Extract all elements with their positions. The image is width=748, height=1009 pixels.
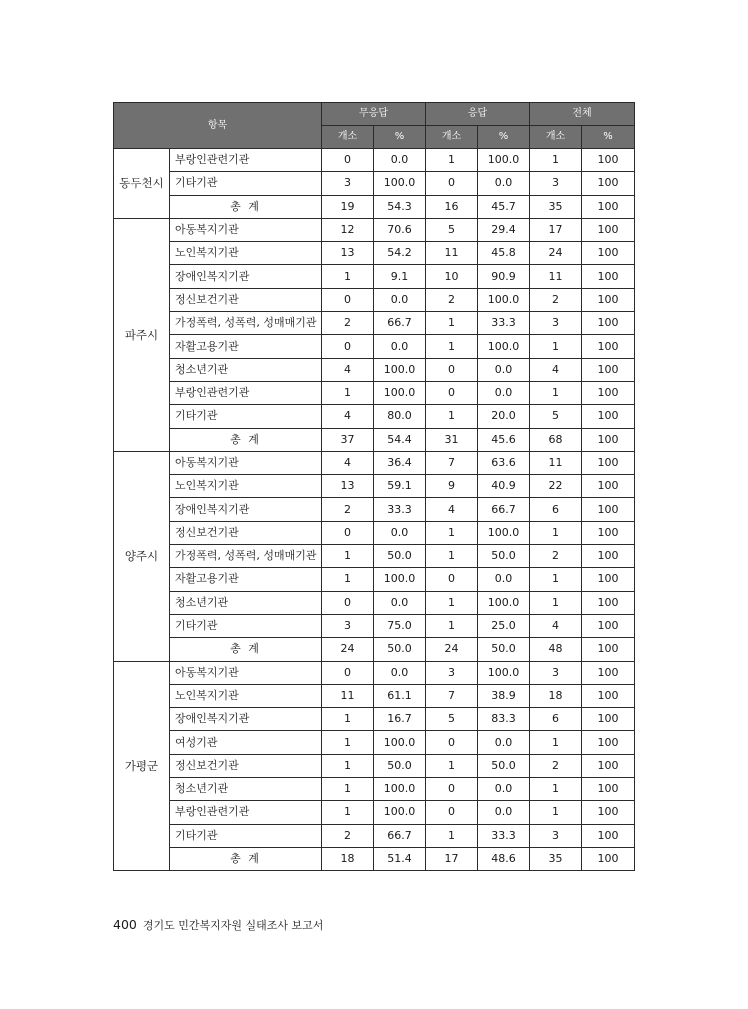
no-response-count-cell: 0 (322, 335, 374, 358)
no-response-count-cell: 1 (322, 801, 374, 824)
table-body (114, 149, 635, 871)
response-count-cell: 1 (426, 591, 478, 614)
category-label: 아동복지기관 (170, 451, 322, 474)
report-title: 경기도 민간복지자원 실태조사 보고서 (142, 919, 324, 932)
total-percent-cell: 100 (582, 731, 635, 754)
total-percent-cell: 100 (582, 265, 635, 288)
total-percent-cell: 100 (582, 568, 635, 591)
no-response-count-cell: 0 (322, 591, 374, 614)
response-percent-cell: 50.0 (478, 638, 530, 661)
total-percent-cell: 100 (582, 288, 635, 311)
table-row (114, 801, 635, 824)
total-percent-cell: 100 (582, 405, 635, 428)
total-percent-cell: 100 (582, 451, 635, 474)
response-percent-cell: 20.0 (478, 405, 530, 428)
category-label: 자활고용기관 (170, 568, 322, 591)
no-response-count-cell: 0 (322, 521, 374, 544)
no-response-percent-cell: 33.3 (374, 498, 426, 521)
total-count-cell: 6 (530, 498, 582, 521)
total-percent-cell: 100 (582, 638, 635, 661)
header-sub-count: 개소 (322, 126, 374, 149)
category-label: 노인복지기관 (170, 475, 322, 498)
total-count-cell: 22 (530, 475, 582, 498)
table-row (114, 475, 635, 498)
no-response-percent-cell: 16.7 (374, 708, 426, 731)
total-percent-cell: 100 (582, 754, 635, 777)
no-response-percent-cell: 0.0 (374, 288, 426, 311)
no-response-count-cell: 13 (322, 475, 374, 498)
no-response-count-cell: 24 (322, 638, 374, 661)
response-count-cell: 5 (426, 708, 478, 731)
header-group-response: 응답 (426, 103, 530, 126)
response-count-cell: 1 (426, 824, 478, 847)
no-response-count-cell: 2 (322, 498, 374, 521)
no-response-count-cell: 12 (322, 218, 374, 241)
category-label: 기타기관 (170, 614, 322, 637)
total-count-cell: 3 (530, 312, 582, 335)
response-count-cell: 3 (426, 661, 478, 684)
no-response-percent-cell: 0.0 (374, 591, 426, 614)
total-row (114, 195, 635, 218)
no-response-count-cell: 2 (322, 312, 374, 335)
total-count-cell: 24 (530, 242, 582, 265)
response-percent-cell: 100.0 (478, 288, 530, 311)
total-count-cell: 1 (530, 778, 582, 801)
category-label: 장애인복지기관 (170, 498, 322, 521)
category-label: 부랑인관련기관 (170, 149, 322, 172)
no-response-count-cell: 1 (322, 708, 374, 731)
total-percent-cell: 100 (582, 149, 635, 172)
table-row (114, 312, 635, 335)
region-name: 양주시 (114, 451, 170, 661)
total-row (114, 847, 635, 870)
no-response-percent-cell: 36.4 (374, 451, 426, 474)
no-response-count-cell: 4 (322, 405, 374, 428)
no-response-percent-cell: 54.4 (374, 428, 426, 451)
category-label: 청소년기관 (170, 358, 322, 381)
response-percent-cell: 48.6 (478, 847, 530, 870)
table-row (114, 218, 635, 241)
response-count-cell: 0 (426, 731, 478, 754)
category-label: 가정폭력, 성폭력, 성매매기관 (170, 545, 322, 568)
total-percent-cell: 100 (582, 801, 635, 824)
total-count-cell: 6 (530, 708, 582, 731)
header-group-no-response: 무응답 (322, 103, 426, 126)
response-count-cell: 0 (426, 801, 478, 824)
response-count-cell: 0 (426, 778, 478, 801)
total-label: 총 계 (170, 638, 322, 661)
no-response-count-cell: 3 (322, 614, 374, 637)
total-percent-cell: 100 (582, 218, 635, 241)
response-percent-cell: 40.9 (478, 475, 530, 498)
table-row (114, 684, 635, 707)
category-label: 기타기관 (170, 824, 322, 847)
table-row (114, 498, 635, 521)
table-row (114, 708, 635, 731)
response-percent-cell: 0.0 (478, 381, 530, 404)
total-count-cell: 3 (530, 661, 582, 684)
total-percent-cell: 100 (582, 847, 635, 870)
category-label: 부랑인관련기관 (170, 801, 322, 824)
total-count-cell: 5 (530, 405, 582, 428)
table-row (114, 778, 635, 801)
response-percent-cell: 100.0 (478, 335, 530, 358)
no-response-percent-cell: 66.7 (374, 312, 426, 335)
table-row (114, 591, 635, 614)
table-row (114, 754, 635, 777)
category-label: 장애인복지기관 (170, 265, 322, 288)
region-name: 가평군 (114, 661, 170, 871)
table-row (114, 661, 635, 684)
category-label: 부랑인관련기관 (170, 381, 322, 404)
table-row (114, 731, 635, 754)
response-percent-cell: 50.0 (478, 545, 530, 568)
response-percent-cell: 100.0 (478, 149, 530, 172)
table-header (114, 103, 635, 149)
table-row (114, 381, 635, 404)
no-response-count-cell: 4 (322, 451, 374, 474)
no-response-count-cell: 1 (322, 265, 374, 288)
header-sub-percent: % (374, 126, 426, 149)
total-percent-cell: 100 (582, 312, 635, 335)
total-count-cell: 35 (530, 195, 582, 218)
total-percent-cell: 100 (582, 498, 635, 521)
page-number: 400 (113, 917, 137, 932)
data-table (113, 102, 635, 871)
response-count-cell: 4 (426, 498, 478, 521)
total-percent-cell: 100 (582, 242, 635, 265)
total-count-cell: 3 (530, 824, 582, 847)
response-count-cell: 0 (426, 358, 478, 381)
table-row (114, 405, 635, 428)
category-label: 장애인복지기관 (170, 708, 322, 731)
total-count-cell: 1 (530, 381, 582, 404)
category-label: 노인복지기관 (170, 242, 322, 265)
total-percent-cell: 100 (582, 545, 635, 568)
no-response-count-cell: 0 (322, 661, 374, 684)
total-count-cell: 1 (530, 731, 582, 754)
no-response-count-cell: 1 (322, 381, 374, 404)
total-percent-cell: 100 (582, 614, 635, 637)
total-count-cell: 35 (530, 847, 582, 870)
no-response-count-cell: 18 (322, 847, 374, 870)
total-count-cell: 11 (530, 265, 582, 288)
total-percent-cell: 100 (582, 778, 635, 801)
response-count-cell: 1 (426, 754, 478, 777)
no-response-count-cell: 4 (322, 358, 374, 381)
response-percent-cell: 29.4 (478, 218, 530, 241)
no-response-percent-cell: 75.0 (374, 614, 426, 637)
total-count-cell: 1 (530, 149, 582, 172)
response-count-cell: 24 (426, 638, 478, 661)
no-response-percent-cell: 100.0 (374, 381, 426, 404)
no-response-percent-cell: 100.0 (374, 172, 426, 195)
response-count-cell: 0 (426, 568, 478, 591)
total-count-cell: 18 (530, 684, 582, 707)
no-response-count-cell: 1 (322, 778, 374, 801)
total-percent-cell: 100 (582, 172, 635, 195)
no-response-count-cell: 1 (322, 731, 374, 754)
response-count-cell: 11 (426, 242, 478, 265)
response-count-cell: 5 (426, 218, 478, 241)
no-response-percent-cell: 50.0 (374, 545, 426, 568)
response-count-cell: 7 (426, 684, 478, 707)
category-label: 정신보건기관 (170, 288, 322, 311)
header-sub-count: 개소 (530, 126, 582, 149)
response-count-cell: 1 (426, 545, 478, 568)
total-count-cell: 1 (530, 335, 582, 358)
table-row (114, 545, 635, 568)
total-percent-cell: 100 (582, 475, 635, 498)
response-count-cell: 16 (426, 195, 478, 218)
category-label: 기타기관 (170, 172, 322, 195)
header-sub-percent: % (478, 126, 530, 149)
total-count-cell: 2 (530, 754, 582, 777)
total-percent-cell: 100 (582, 195, 635, 218)
category-label: 여성기관 (170, 731, 322, 754)
response-percent-cell: 50.0 (478, 754, 530, 777)
table-row (114, 824, 635, 847)
total-count-cell: 3 (530, 172, 582, 195)
table-row (114, 242, 635, 265)
response-percent-cell: 45.6 (478, 428, 530, 451)
response-percent-cell: 0.0 (478, 731, 530, 754)
no-response-count-cell: 11 (322, 684, 374, 707)
response-percent-cell: 0.0 (478, 358, 530, 381)
no-response-count-cell: 19 (322, 195, 374, 218)
total-percent-cell: 100 (582, 661, 635, 684)
total-count-cell: 1 (530, 801, 582, 824)
table-row (114, 288, 635, 311)
no-response-percent-cell: 50.0 (374, 754, 426, 777)
response-count-cell: 7 (426, 451, 478, 474)
category-label: 아동복지기관 (170, 661, 322, 684)
response-percent-cell: 45.7 (478, 195, 530, 218)
header-sub-percent: % (582, 126, 635, 149)
response-count-cell: 2 (426, 288, 478, 311)
response-percent-cell: 25.0 (478, 614, 530, 637)
no-response-count-cell: 1 (322, 754, 374, 777)
total-row (114, 638, 635, 661)
total-count-cell: 4 (530, 358, 582, 381)
no-response-percent-cell: 100.0 (374, 801, 426, 824)
no-response-percent-cell: 0.0 (374, 661, 426, 684)
table-row (114, 358, 635, 381)
response-count-cell: 0 (426, 381, 478, 404)
response-percent-cell: 33.3 (478, 312, 530, 335)
response-percent-cell: 0.0 (478, 801, 530, 824)
response-count-cell: 1 (426, 614, 478, 637)
total-percent-cell: 100 (582, 335, 635, 358)
region-name: 동두천시 (114, 149, 170, 219)
no-response-percent-cell: 100.0 (374, 778, 426, 801)
no-response-percent-cell: 54.2 (374, 242, 426, 265)
total-count-cell: 1 (530, 521, 582, 544)
no-response-count-cell: 37 (322, 428, 374, 451)
category-label: 노인복지기관 (170, 684, 322, 707)
response-percent-cell: 0.0 (478, 568, 530, 591)
total-label: 총 계 (170, 428, 322, 451)
no-response-percent-cell: 61.1 (374, 684, 426, 707)
response-count-cell: 1 (426, 335, 478, 358)
response-percent-cell: 90.9 (478, 265, 530, 288)
no-response-count-cell: 2 (322, 824, 374, 847)
table-row (114, 172, 635, 195)
total-count-cell: 48 (530, 638, 582, 661)
category-label: 청소년기관 (170, 591, 322, 614)
page-footer (113, 917, 323, 933)
response-count-cell: 1 (426, 312, 478, 335)
no-response-count-cell: 1 (322, 545, 374, 568)
total-percent-cell: 100 (582, 358, 635, 381)
no-response-percent-cell: 0.0 (374, 521, 426, 544)
no-response-percent-cell: 66.7 (374, 824, 426, 847)
response-percent-cell: 63.6 (478, 451, 530, 474)
response-percent-cell: 83.3 (478, 708, 530, 731)
no-response-count-cell: 1 (322, 568, 374, 591)
category-label: 청소년기관 (170, 778, 322, 801)
no-response-percent-cell: 0.0 (374, 335, 426, 358)
category-label: 정신보건기관 (170, 754, 322, 777)
total-count-cell: 2 (530, 545, 582, 568)
table-row (114, 335, 635, 358)
category-label: 정신보건기관 (170, 521, 322, 544)
no-response-count-cell: 13 (322, 242, 374, 265)
category-label: 가정폭력, 성폭력, 성매매기관 (170, 312, 322, 335)
header-sub-count: 개소 (426, 126, 478, 149)
total-label: 총 계 (170, 195, 322, 218)
no-response-percent-cell: 54.3 (374, 195, 426, 218)
no-response-percent-cell: 0.0 (374, 149, 426, 172)
total-count-cell: 4 (530, 614, 582, 637)
no-response-count-cell: 3 (322, 172, 374, 195)
response-count-cell: 9 (426, 475, 478, 498)
response-count-cell: 1 (426, 521, 478, 544)
total-percent-cell: 100 (582, 521, 635, 544)
response-count-cell: 1 (426, 405, 478, 428)
total-row (114, 428, 635, 451)
response-percent-cell: 100.0 (478, 661, 530, 684)
no-response-count-cell: 0 (322, 288, 374, 311)
table-row (114, 521, 635, 544)
table-row (114, 568, 635, 591)
total-count-cell: 1 (530, 568, 582, 591)
total-percent-cell: 100 (582, 428, 635, 451)
total-count-cell: 11 (530, 451, 582, 474)
response-percent-cell: 100.0 (478, 591, 530, 614)
no-response-percent-cell: 80.0 (374, 405, 426, 428)
response-percent-cell: 66.7 (478, 498, 530, 521)
total-percent-cell: 100 (582, 381, 635, 404)
total-percent-cell: 100 (582, 708, 635, 731)
category-label: 아동복지기관 (170, 218, 322, 241)
total-label: 총 계 (170, 847, 322, 870)
no-response-percent-cell: 70.6 (374, 218, 426, 241)
table-row (114, 149, 635, 172)
response-count-cell: 31 (426, 428, 478, 451)
no-response-percent-cell: 100.0 (374, 731, 426, 754)
header-item: 항목 (114, 103, 322, 149)
response-percent-cell: 0.0 (478, 778, 530, 801)
no-response-percent-cell: 100.0 (374, 358, 426, 381)
header-group-total: 전체 (530, 103, 635, 126)
total-count-cell: 17 (530, 218, 582, 241)
total-count-cell: 2 (530, 288, 582, 311)
response-percent-cell: 38.9 (478, 684, 530, 707)
response-count-cell: 17 (426, 847, 478, 870)
region-name: 파주시 (114, 218, 170, 451)
no-response-count-cell: 0 (322, 149, 374, 172)
total-count-cell: 1 (530, 591, 582, 614)
no-response-percent-cell: 51.4 (374, 847, 426, 870)
no-response-percent-cell: 100.0 (374, 568, 426, 591)
no-response-percent-cell: 9.1 (374, 265, 426, 288)
total-count-cell: 68 (530, 428, 582, 451)
category-label: 기타기관 (170, 405, 322, 428)
response-percent-cell: 45.8 (478, 242, 530, 265)
response-percent-cell: 33.3 (478, 824, 530, 847)
no-response-percent-cell: 50.0 (374, 638, 426, 661)
response-count-cell: 1 (426, 149, 478, 172)
table-row (114, 614, 635, 637)
response-percent-cell: 100.0 (478, 521, 530, 544)
response-count-cell: 0 (426, 172, 478, 195)
total-percent-cell: 100 (582, 684, 635, 707)
total-percent-cell: 100 (582, 824, 635, 847)
response-count-cell: 10 (426, 265, 478, 288)
total-percent-cell: 100 (582, 591, 635, 614)
no-response-percent-cell: 59.1 (374, 475, 426, 498)
table-row (114, 451, 635, 474)
category-label: 자활고용기관 (170, 335, 322, 358)
response-percent-cell: 0.0 (478, 172, 530, 195)
table-row (114, 265, 635, 288)
